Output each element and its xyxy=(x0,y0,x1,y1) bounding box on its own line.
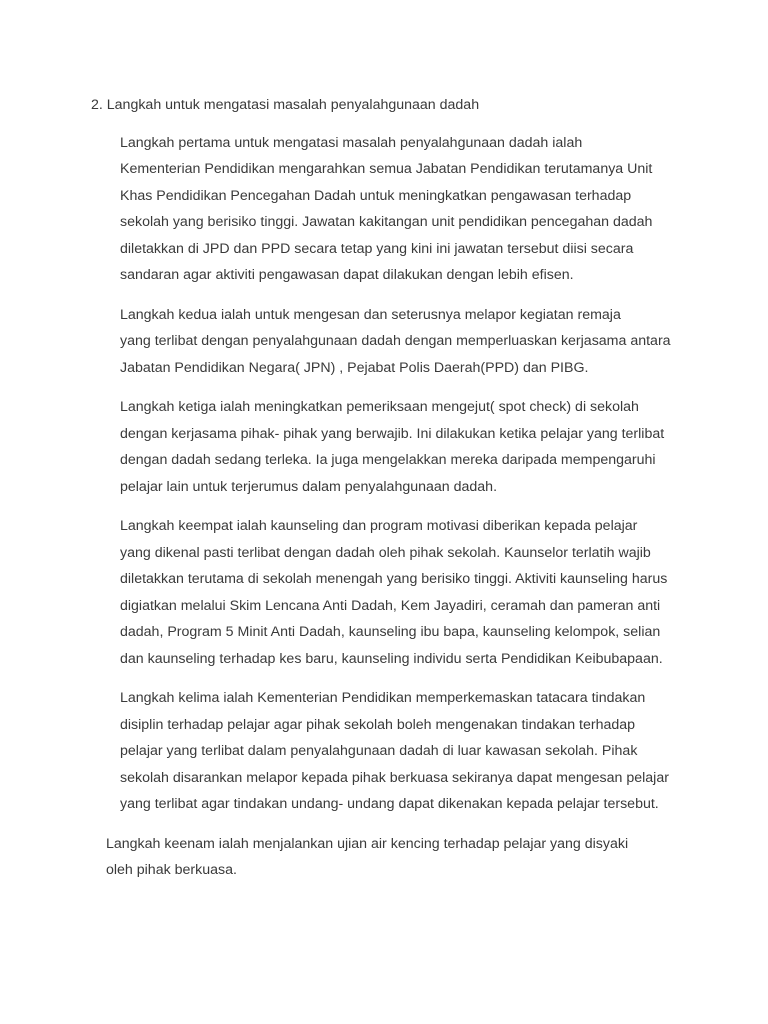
text-line: Langkah kelima ialah Kementerian Pendidikan memperkemaskan tatacara tindakan xyxy=(120,690,646,706)
paragraph-step-1 xyxy=(91,130,683,289)
paragraph-step-3 xyxy=(91,394,683,500)
text-line: dengan dadah sedang terleka. Ia juga mengelakkan mereka daripada mempengaruhi xyxy=(120,452,656,468)
text-line: dadah, Program 5 Minit Anti Dadah, kaunseling ibu bapa, kaunseling kelompok, selian xyxy=(120,624,661,640)
text-line: Jabatan Pendidikan Negara( JPN) , Pejabat Polis Daerah(PPD) dan PIBG. xyxy=(120,359,589,376)
paragraph-step-5 xyxy=(91,685,683,818)
text-line: dengan kerjasama pihak- pihak yang berwajib. Ini dilakukan ketika pelajar yang terlibat xyxy=(120,425,665,442)
text-line: disiplin terhadap pelajar agar pihak sekolah boleh mengenakan tindakan terhadap xyxy=(120,716,636,733)
text-line: diletakkan di JPD dan PPD secara tetap yang kini ini jawatan tersebut diisi secara xyxy=(120,240,634,257)
text-line: yang terlibat agar tindakan undang- undang dapat dikenakan kepada pelajar tersebut. xyxy=(120,796,659,812)
text-line: diletakkan terutama di sekolah menengah yang berisiko tinggi. Aktiviti kaunseling harus xyxy=(120,571,668,587)
text-line: yang terlibat dengan penyalahgunaan dadah dengan memperluaskan kerjasama antara xyxy=(120,333,671,349)
paragraph-step-2 xyxy=(91,302,683,382)
text-line: sandaran agar aktiviti pengawasan dapat dilakukan dengan lebih efisen. xyxy=(120,267,574,283)
text-line: Langkah keenam ialah menjalankan ujian air kencing terhadap pelajar yang disyaki xyxy=(106,835,629,852)
text-line: sekolah disarankan melapor kepada pihak berkuasa sekiranya dapat mengesan pelajar xyxy=(120,769,669,786)
text-line: dan kaunseling terhadap kes baru, kaunseling individu serta Pendidikan Keibubapaan. xyxy=(120,650,663,667)
paragraph-step-6 xyxy=(91,831,683,884)
section-heading: 2. Langkah untuk mengatasi masalah penyalahgunaan dadah xyxy=(91,97,480,113)
text-line: sekolah yang berisiko tinggi. Jawatan kakitangan unit pendidikan pencegahan dadah xyxy=(120,214,653,230)
text-line: oleh pihak berkuasa. xyxy=(106,862,237,878)
paragraph-step-4 xyxy=(91,513,683,672)
text-line: Khas Pendidikan Pencegahan Dadah untuk meningkatkan pengawasan terhadap xyxy=(120,187,632,204)
text-line: Langkah pertama untuk mengatasi masalah penyalahgunaan dadah ialah xyxy=(120,134,583,151)
text-line: pelajar lain untuk terjerumus dalam penyalahgunaan dadah. xyxy=(120,478,498,495)
text-line: Kementerian Pendidikan mengarahkan semua Jabatan Pendidikan terutamanya Unit xyxy=(120,161,653,177)
text-line: pelajar yang terlibat dalam penyalahgunaan dadah di luar kawasan sekolah. Pihak xyxy=(120,743,638,759)
text-line: Langkah kedua ialah untuk mengesan dan seterusnya melapor kegiatan remaja xyxy=(120,306,621,323)
document-page xyxy=(91,92,683,897)
text-line: Langkah keempat ialah kaunseling dan program motivasi diberikan kepada pelajar xyxy=(120,518,638,534)
text-line: digiatkan melalui Skim Lencana Anti Dadah, Kem Jayadiri, ceramah dan pameran anti xyxy=(120,597,661,614)
text-line: Langkah ketiga ialah meningkatkan pemeriksaan mengejut( spot check) di sekolah xyxy=(120,399,639,415)
text-line: yang dikenal pasti terlibat dengan dadah oleh pihak sekolah. Kaunselor terlatih wajib xyxy=(120,544,651,561)
